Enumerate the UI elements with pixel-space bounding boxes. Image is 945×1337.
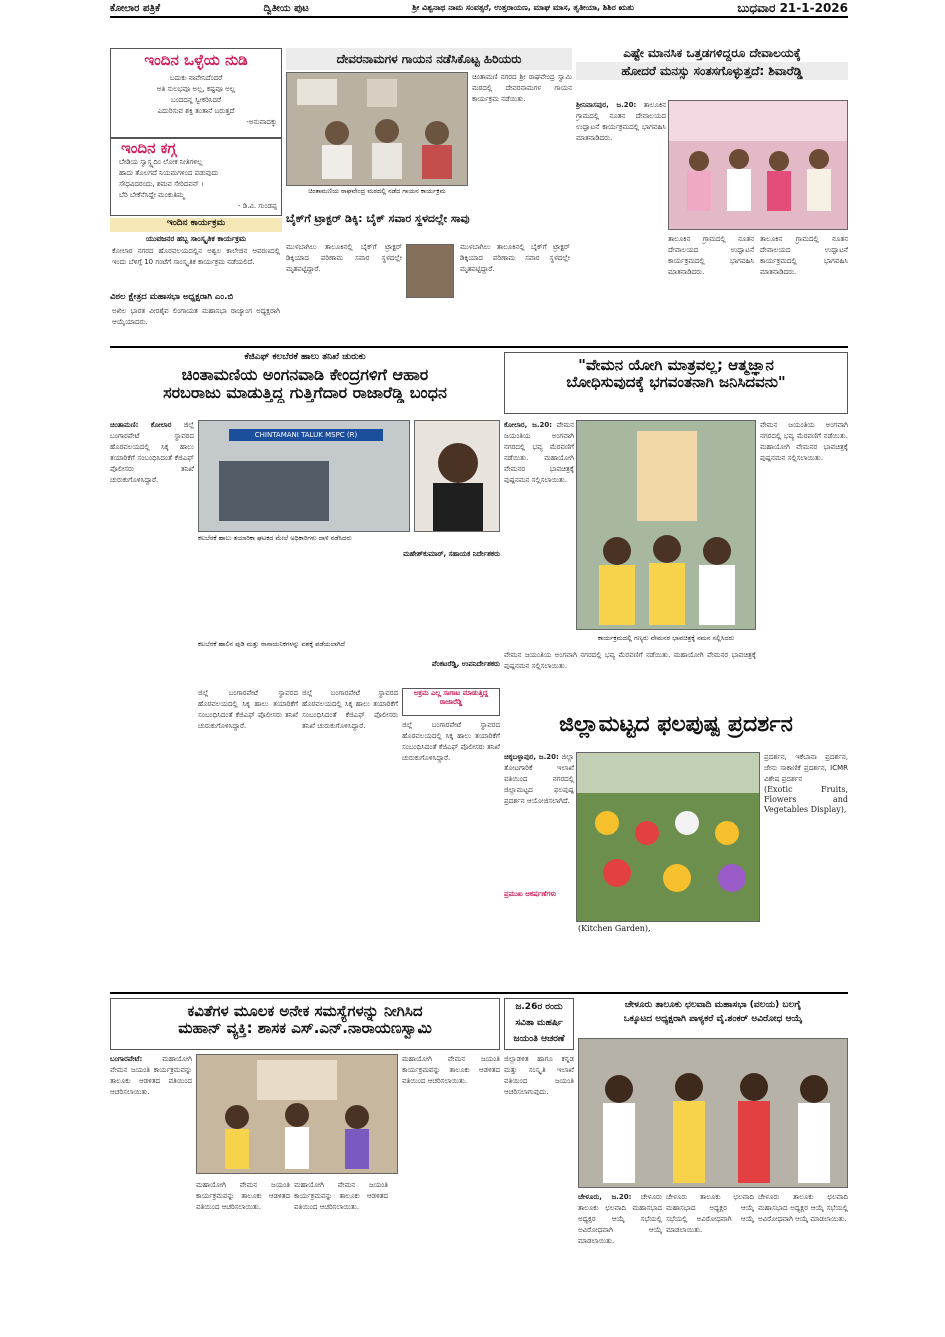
temple-text: ಶ್ರೀನಿವಾಸಪುರ, ಜ.20: ತಾಲೂಕಿನ ಗ್ರಾಮದಲ್ಲಿ ನೂತನ ದೇವಾಲಯದ ಉದ್ಘಾಟನೆ ಕಾರ್ಯಕ್ರಮದಲ್ಲಿ ಭಾಗವಹಿಸಿ ಮಾತನಾಡಿದರು.	[576, 101, 666, 142]
rajareddy-photo	[414, 420, 500, 532]
poems-headline: ಕವಿತೆಗಳ ಮೂಲಕ ಅನೇಕ ಸಮಸ್ಯೆಗಳನ್ನು ನೀಗಿಸಿದ ಮಹಾನ್ ವ್ಯಕ್ತಿ: ಶಾಸಕ ಎಸ್.ಎನ್.ನಾರಾಯಣಸ್ವಾಮಿ	[110, 998, 500, 1050]
masthead	[110, 0, 848, 18]
panchanga: ಶ್ರೀ ವಿಶ್ವನಾಥ ನಾಮ ಸಂವತ್ಸರೆ, ಉತ್ತರಾಯಣ, ಮಾಘ ಮಾಸ, ತೃತೀಯಾ, ಶಿಶಿರ ಋತು	[412, 3, 634, 12]
vemana-headline: "ವೇಮನ ಯೋಗಿ ಮಾತ್ರವಲ್ಲ; ಆತ್ಮಜ್ಞಾನ ಬೋಧಿಸುವುದಕ್ಕೆ ಭಗವಂತನಾಗಿ ಜನಿಸಿದವನು"	[504, 352, 848, 414]
singers-photo	[286, 72, 468, 186]
vemana-procession	[577, 421, 756, 630]
victim-photo	[406, 244, 454, 298]
thought-lines: ಬದುಕು ನಾವೇನಿದೆಂದರೆ ಅತಿ ಸುಲಭವೂ ಅಲ್ಲ, ಕಷ್ಟವೂ ಅಲ್ಲ ಬಂದದನ್ನ ಸ್ವೀಕರಿಸಿದರೆ ಎದುರಿಸುವ ಶಕ್ತಿ ತಂತಾನೆ ಬರುತ್ತದೆ	[156, 74, 236, 115]
thought-box	[110, 48, 282, 138]
cheluru-group	[579, 1039, 848, 1188]
rajareddy-portrait	[415, 421, 500, 532]
kagga-title: ಇಂದಿನ ಕಗ್ಗ	[121, 139, 177, 157]
cheluru-text: ಚೇಳೂರು, ಜ.20: ಚೇಳೂರು ತಾಲೂಕು ಛಲವಾದಿ ಮಹಾಸಭಾದ ಅಧ್ಯಕ್ಷರ ಆಯ್ಕೆ ಸಭೆಯಲ್ಲಿ ಅವಿರೋಧವಾಗಿ ಆಯ್ಕೆ ಮಾಡಲಾಯಿತು.	[578, 1193, 662, 1245]
kgf-officer: ಮಹೇಶ್‌ಕುಮಾರ್, ಸಹಾಯಕ ನಿರ್ದೇಶಕರು	[403, 550, 500, 558]
accident-text-2: ಮುಳಬಾಗಿಲು ತಾಲೂಕಿನಲ್ಲಿ ಬೈಕ್‌ಗೆ ಟ್ರಾಕ್ಟರ್ ಡಿಕ್ಕಿಯಾದ ಪರಿಣಾಮ ಸವಾರ ಸ್ಥಳದಲ್ಲೇ ಮೃತಪಟ್ಟಿದ್ದಾರೆ.	[460, 243, 570, 273]
flower-beds	[577, 753, 760, 922]
cheluru-text-3: ಚೇಳೂರು ತಾಲೂಕು ಛಲವಾದಿ ಮಹಾಸಭಾದ ಅಧ್ಯಕ್ಷರ ಆಯ್ಕೆ ಸಭೆಯಲ್ಲಿ ಅವಿರೋಧವಾಗಿ ಆಯ್ಕೆ ಮಾಡಲಾಯಿತು.	[758, 1193, 848, 1223]
kgf-caption-2: ಕಲಬೆರಕೆ ಹಾಲಿನ ಪುಡಿ ಮತ್ತು ರಾಸಾಯನಿಕಗಳನ್ನು ವಶಕ್ಕೆ ಪಡೆಯಲಾಗಿದೆ	[198, 640, 346, 648]
temple-crowd	[669, 101, 848, 230]
singers-caption: ಚಿಂತಾಮಣಿಯ ರಾಘವೇಂದ್ರ ಮಠದಲ್ಲಿ ನಡೆದ ಗಾಯನ ಕಾರ್ಯಕ್ರಮ	[308, 187, 446, 195]
program-text: ಕೋಲಾರ ನಗರದ ಹೊರವಲಯದಲ್ಲಿನ ಅಶ್ವಲ ಕಾಲೇಜಿನ ಆವರಣದಲ್ಲಿ ಇಂದು ಬೆಳಿಗ್ಗೆ 10 ಗಂಟೆಗೆ ಸಾಂಸ್ಕೃತಿಕ ಕಾರ್ಯಕ್ರಮ ನಡೆಯಲಿದೆ.	[112, 247, 280, 266]
kitchen-label: (Kitchen Garden),	[578, 924, 651, 933]
vemana-photo	[576, 420, 756, 630]
left-story-title: ವಿಠಲ ಕ್ಷೇತ್ರದ ಮಹಾಸಭಾ ಅಧ್ಯಕ್ಷರಾಗಿ ಎಂ.ಬಿ	[110, 292, 234, 302]
kagga-author: - ಡಿ.ವಿ. ಗುಂಡಪ್ಪ	[238, 202, 277, 210]
vemana-text-bottom: ವೇಮನ ಜಯಂತಿಯ ಅಂಗವಾಗಿ ನಗರದಲ್ಲಿ ಭವ್ಯ ಮೆರವಣಿಗೆ ನಡೆಯಿತು. ಮಹಾಯೋಗಿ ವೇಮನರ ಭಾವಚಿತ್ರಕ್ಕೆ ಪುಷ್ಪನಮನ ಸಲ್ಲಿಸಲಾಯಿತು.	[504, 651, 756, 670]
kgf-box: ಅಕ್ರಮ ಎಲ್ಲ ಸಾಗಾಟ ಮಾಡುತ್ತಿದ್ದ ರಾಜಾರೆಡ್ಡಿ	[402, 688, 500, 716]
vemana-text: ಕೋಲಾರ, ಜ.20: ವೇಮನ ಜಯಂತಿಯ ಅಂಗವಾಗಿ ನಗರದಲ್ಲಿ ಭವ್ಯ ಮೆರವಣಿಗೆ ನಡೆಯಿತು. ಮಹಾಯೋಗಿ ವೇಮನರ ಭಾವಚಿತ್ರಕ್ಕೆ ಪುಷ್ಪನಮನ ಸಲ್ಲಿಸಲಾಯಿತು.	[504, 421, 574, 484]
exotic-label: (Exotic Fruits, Flowers and Vegetables Display),	[764, 785, 848, 814]
poems-text-col2: ಮಹಾಯೋಗಿ ವೇಮನ ಜಯಂತಿ ಕಾರ್ಯಕ್ರಮವನ್ನು ತಾಲೂಕು ಆಡಳಿತದ ವತಿಯಿಂದ ಆಚರಿಸಲಾಯಿತು.	[196, 1181, 290, 1211]
temple-text-3: ತಾಲೂಕಿನ ಗ್ರಾಮದಲ್ಲಿ ನೂತನ ದೇವಾಲಯದ ಉದ್ಘಾಟನೆ ಕಾರ್ಯಕ್ರಮದಲ್ಲಿ ಭಾಗವಹಿಸಿ ಮಾತನಾಡಿದರು.	[760, 235, 848, 276]
singers-figures	[287, 73, 468, 186]
savita-headline: ಜ.26ರ ರಂದು ಸವಿತಾ ಮಹರ್ಷಿ ಜಯಂತಿ ಆಚರಣೆ	[504, 998, 574, 1050]
kgf-text-col2: ಜಿಲ್ಲೆ ಬಂಗಾರಪೇಟೆ ಸ್ಥಾವರದ ಹೊರವಲಯದಲ್ಲಿ ಸಿಕ್ಕ ಹಾಲು ತಯಾರಿಕೆಗೆ ಸಂಬಂಧಿಸಿದಂತೆ ಕೆಜಿಎಫ್ ಪೊಲೀಸರು ತನಿಖೆ ಚುರುಕುಗೊಳಿಸಿದ್ದಾರೆ.	[198, 689, 298, 730]
poems-photo	[196, 1054, 398, 1174]
thought-author: -ಅನುವಾದಕ್ಕು	[246, 118, 277, 126]
kgf-photo	[198, 420, 410, 532]
accident-headline: ಬೈಕ್‌ಗೆ ಟ್ರಾಕ್ಟರ್ ಡಿಕ್ಕಿ: ಬೈಕ್ ಸವಾರ ಸ್ಥಳದಲ್ಲೇ ಸಾವು	[286, 212, 470, 225]
divider-1	[110, 346, 848, 348]
kgf-text: ಚಿಂತಾಮಣಿ: ಕೋಲಾರ ಜಿಲ್ಲೆ ಬಂಗಾರಪೇಟೆ ಸ್ಥಾವರದ ಹೊರವಲಯದಲ್ಲಿ ಸಿಕ್ಕ ಹಾಲು ತಯಾರಿಕೆಗೆ ಸಂಬಂಧಿಸಿದಂತೆ ಕೆಜಿಎಫ್ ಪೊಲೀಸರು ತನಿಖೆ ಚುರುಕುಗೊಳಿಸಿದ್ದಾರೆ.	[110, 421, 194, 484]
kagga-box	[110, 138, 282, 216]
cheluru-headline: ಚೇಳೂರು ತಾಲೂಕು ಛಲವಾದಿ ಮಹಾಸಭಾ (ವಲಯ) ಬಲಗೈ ಒಕ್ಕೂಟದ ಅಧ್ಯಕ್ಷರಾಗಿ ಪಾಳ್ಯಕರೆ ವೈ.ಶಂಕರ್ ಅವಿರೋಧ ಆಯ್ಕೆ	[623, 1000, 803, 1024]
poems-text-col4: ಮಹಾಯೋಗಿ ವೇಮನ ಜಯಂತಿ ಕಾರ್ಯಕ್ರಮವನ್ನು ತಾಲೂಕು ಆಡಳಿತದ ವತಿಯಿಂದ ಆಚರಿಸಲಾಯಿತು.	[402, 1055, 500, 1085]
kgf-text-col4: ಜಿಲ್ಲೆ ಬಂಗಾರಪೇಟೆ ಸ್ಥಾವರದ ಹೊರವಲಯದಲ್ಲಿ ಸಿಕ್ಕ ಹಾಲು ತಯಾರಿಕೆಗೆ ಸಂಬಂಧಿಸಿದಂತೆ ಕೆಜಿಎಫ್ ಪೊಲೀಸರು ತನಿಖೆ ಚುರುಕುಗೊಳಿಸಿದ್ದಾರೆ.	[402, 721, 500, 762]
left-story-text: ಅಖಿಲ ಭಾರತ ವೀರಶೈವ ಲಿಂಗಾಯತ ಮಹಾಸಭಾ ರಾಜ್ಯಾಂಗ ಅಧ್ಯಕ್ಷರಾಗಿ ಆಯ್ಕೆಯಾದರು.	[112, 307, 280, 326]
temple-text-2: ತಾಲೂಕಿನ ಗ್ರಾಮದಲ್ಲಿ ನೂತನ ದೇವಾಲಯದ ಉದ್ಘಾಟನೆ ಕಾರ್ಯಕ್ರಮದಲ್ಲಿ ಭಾಗವಹಿಸಿ ಮಾತನಾಡಿದರು.	[668, 235, 754, 276]
poems-stage	[197, 1055, 398, 1174]
cheluru-text-2: ಚೇಳೂರು ತಾಲೂಕು ಛಲವಾದಿ ಮಹಾಸಭಾದ ಅಧ್ಯಕ್ಷರ ಆಯ್ಕೆ ಸಭೆಯಲ್ಲಿ ಅವಿರೋಧವಾಗಿ ಆಯ್ಕೆ ಮಾಡಲಾಯಿತು.	[666, 1193, 754, 1234]
thought-title: ಇಂದಿನ ಒಳ್ಳೆಯ ನುಡಿ	[144, 51, 248, 69]
kgf-kicker: ಕೆಜಿಎಫ್ ಕಲಬೆರಕೆ ಹಾಲು ತನಿಖೆ ಚುರುಕು	[244, 352, 366, 362]
temple-headline: ಎಷ್ಟೇ ಮಾನಸಿಕ ಒತ್ತಡಗಳಿದ್ದರೂ ದೇವಾಲಯಕ್ಕೆ ಹೋದರೆ ಮನಸ್ಸು ಸಂತಸಗೊಳ್ಳುತ್ತದೆ: ಶಿವಾರೆಡ್ಡಿ	[576, 44, 848, 96]
kagga-lines: ಬೇಡಿಯ ಸ್ವಾಸ್ಥ್ಯದಿಂ ಲೋಕ ನೀತಿಗಳಿಲ್ಲ ಹಾದು ತೊಲಗದೆ ನಿಯಮಗಳಿಂದ ಪಡುವುದು ಸೌಧವಿದರಂದು, ಶಮವ ಸೇರಿದವನ್ । ಬೆರಿ ಬೇಕೆನೆಸಿದ್ದೇ ಮಂಕುತಿಮ್ಮ	[119, 158, 219, 199]
paper-name: ಕೋಲಾರ ಪತ್ರಿಕೆ	[110, 2, 160, 14]
temple-photo	[668, 100, 848, 230]
flower-photo	[576, 752, 760, 922]
program-title: ಇಂದಿನ ಕಾರ್ಯಕ್ರಮ	[110, 218, 282, 232]
top-mid-text: ಚಿಂತಾಮಣಿ ನಗರದ ಶ್ರೀ ರಾಘವೇಂದ್ರ ಸ್ವಾಮಿ ಮಠದಲ್ಲಿ ದೇವರನಾಮಗಳ ಗಾಯನ ಕಾರ್ಯಕ್ರಮ ನಡೆಯಿತು.	[472, 73, 572, 103]
accident-text: ಮುಳಬಾಗಿಲು ತಾಲೂಕಿನಲ್ಲಿ ಬೈಕ್‌ಗೆ ಟ್ರಾಕ್ಟರ್ ಡಿಕ್ಕಿಯಾದ ಪರಿಣಾಮ ಸವಾರ ಸ್ಥಳದಲ್ಲೇ ಮೃತಪಟ್ಟಿದ್ದಾರೆ.	[286, 243, 402, 273]
kgf-van	[219, 461, 329, 521]
poems-text: ಬಂಗಾರಪೇಟೆ: ಮಹಾಯೋಗಿ ವೇಮನ ಜಯಂತಿ ಕಾರ್ಯಕ್ರಮವನ್ನು ತಾಲೂಕು ಆಡಳಿತದ ವತಿಯಿಂದ ಆಚರಿಸಲಾಯಿತು.	[110, 1055, 192, 1096]
poems-text-col3: ಮಹಾಯೋಗಿ ವೇಮನ ಜಯಂತಿ ಕಾರ್ಯಕ್ರಮವನ್ನು ತಾಲೂಕು ಆಡಳಿತದ ವತಿಯಿಂದ ಆಚರಿಸಲಾಯಿತು.	[294, 1181, 388, 1211]
kgf-text-col3: ಜಿಲ್ಲೆ ಬಂಗಾರಪೇಟೆ ಸ್ಥಾವರದ ಹೊರವಲಯದಲ್ಲಿ ಸಿಕ್ಕ ಹಾಲು ತಯಾರಿಕೆಗೆ ಸಂಬಂಧಿಸಿದಂತೆ ಕೆಜಿಎಫ್ ಪೊಲೀಸರು ತನಿಖೆ ಚುರುಕುಗೊಳಿಸಿದ್ದಾರೆ.	[302, 689, 398, 730]
divider-2	[110, 992, 848, 994]
flower-text: ಚಿಕ್ಕಬಳ್ಳಾಪುರ, ಜ.20: ಜಿಲ್ಲಾ ತೋಟಗಾರಿಕೆ ಇಲಾಖೆ ವತಿಯಿಂದ ನಗರದಲ್ಲಿ ಜಿಲ್ಲಾಮಟ್ಟದ ಫಲಪುಷ್ಪ ಪ್ರದರ್ಶನ ಆಯೋಜಿಸಲಾಗಿದೆ.	[504, 753, 574, 805]
issue-date: ಬುಧವಾರ 21-1-2026	[737, 0, 848, 15]
kgf-officer-2: ವೆಂಕಟರೆಡ್ಡಿ, ಉಪನಿರ್ದೇಶಕರು	[431, 660, 500, 668]
program-sub: ಯುವಜನರ ಹಬ್ಬ ಸಾಂಸ್ಕೃತಿಕ ಕಾರ್ಯಕ್ರಮ	[145, 234, 247, 243]
page-label: ದ್ವಿತೀಯ ಪುಟ	[263, 2, 309, 14]
vemana-caption: ಕಾರ್ಯಕ್ರಮದಲ್ಲಿ ಗಣ್ಯರು ವೇಮನರ ಭಾವಚಿತ್ರಕ್ಕೆ ನಮನ ಸಲ್ಲಿಸಿದರು	[597, 634, 735, 642]
flower-headline: ಜಿಲ್ಲಾಮಟ್ಟದ ಫಲಪುಷ್ಪ ಪ್ರದರ್ಶನ	[559, 712, 793, 737]
kgf-caption: ಕಲಬೆರಕೆ ಹಾಲು ತಯಾರಿಕಾ ಘಟಕದ ಮೇಲೆ ಅಧಿಕಾರಿಗಳು ದಾಳಿ ನಡೆಸಿದರು	[198, 534, 352, 542]
flower-right-text: ಪ್ರದರ್ಶನ, ಇಕೆಬಾನಾ ಪ್ರದರ್ಶನ, ಜೇನು ಸಾಕಾಣಿಕೆ ಪ್ರದರ್ಶನ, ICMR ವಿಶೇಷ ಪ್ರದರ್ಶನ (Exotic Fruits, Flowers and Vegetables Display),	[764, 753, 848, 814]
cheluru-photo	[578, 1038, 848, 1188]
top-mid-headline: ದೇವರನಾಮಗಳ ಗಾಯನ ನಡೆಸಿಕೊಟ್ಟ ಹಿರಿಯರು	[286, 48, 572, 70]
savita-text: ಜಿಲ್ಲಾಡಳಿತ ಹಾಗೂ ಕನ್ನಡ ಮತ್ತು ಸಂಸ್ಕೃತಿ ಇಲಾಖೆ ವತಿಯಿಂದ ಜಯಂತಿ ಆಚರಿಸಲಾಗುವುದು.	[504, 1055, 574, 1096]
kgf-sign: CHINTAMANI TALUK MSPC (R)	[229, 429, 383, 441]
vemana-text-right: ವೇಮನ ಜಯಂತಿಯ ಅಂಗವಾಗಿ ನಗರದಲ್ಲಿ ಭವ್ಯ ಮೆರವಣಿಗೆ ನಡೆಯಿತು. ಮಹಾಯೋಗಿ ವೇಮನರ ಭಾವಚಿತ್ರಕ್ಕೆ ಪುಷ್ಪನಮನ ಸಲ್ಲಿಸಲಾಯಿತು.	[760, 421, 848, 462]
flower-highlight: ಪ್ರಮುಖ ಆಕರ್ಷಣೆಗಳು	[504, 890, 557, 898]
kgf-headline: ಚಿಂತಾಮಣಿಯ ಅಂಗನವಾಡಿ ಕೇಂದ್ರಗಳಿಗೆ ಆಹಾರ ಸರಬರಾಜು ಮಾಡುತ್ತಿದ್ದ ಗುತ್ತಿಗೆದಾರ ರಾಜಾರೆಡ್ಡಿ ಬಂಧನ	[163, 366, 447, 403]
